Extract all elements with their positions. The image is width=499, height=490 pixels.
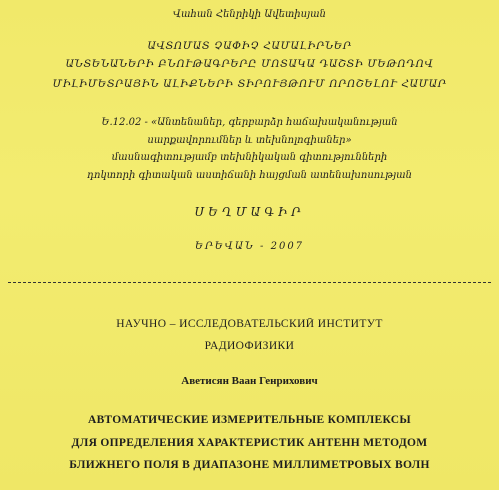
city-year: ԵՐԵՎԱՆ - 2007 [194,241,305,252]
specialty-line-4: դոկտորի գիտական աստիճանի հայցման ատենախոսության [87,170,412,181]
title-russian-line-1: АВТОМАТИЧЕСКИЕ ИЗМЕРИТЕЛЬНЫЕ КОМПЛЕКСЫ [87,414,412,426]
specialty-line-2: սարքավորումներ և տեխնոլոգիաներ» [147,135,352,146]
dashed-divider [8,282,491,283]
title-armenian-line-1: ԱՎՏՈՄԱՏ ՉԱՓԻՉ ՀԱՄԱԼԻՐՆԵՐ [147,40,352,52]
specialty-line-1: Ե.12.02 - «Անտենաներ, գերբարձր հաճախականության [101,117,398,128]
author-armenian: Վահան Հենրիկի Ավետիսյան [172,9,326,20]
title-russian-line-2: ДЛЯ ОПРЕДЕЛЕНИЯ ХАРАКТЕРИСТИК АНТЕНН МЕТОДОМ [71,437,428,449]
title-russian-line-3: БЛИЖНЕГО ПОЛЯ В ДИАПАЗОНЕ МИЛЛИМЕТРОВЫХ ВОЛН [69,459,430,471]
institute-line-1: НАУЧНО – ИССЛЕДОВАТЕЛЬСКИЙ ИНСТИТУТ [116,318,383,330]
author-russian: Аветисян Ваан Генрихович [181,375,318,387]
institute-line-2: РАДИОФИЗИКИ [204,340,295,352]
title-armenian-line-3: ՄԻԼԻՄԵՏՐԱՅԻՆ ԱԼԻՔՆԵՐԻ ՏԻՐՈՒՅԹՈՒՄ ՈՐՈՇԵԼՈՒ ՀԱՄԱՐ [52,78,447,90]
title-armenian-line-2: ԱՆՏԵՆԱՆԵՐԻ ԲՆՈՒԹԱԳՐԵՐԸ ՄՈՏԱԿԱ ԴԱՇՏԻ ՄԵԹՈԴՈՎ [65,58,434,70]
specialty-line-3: մասնագիտությամբ տեխնիկական գիտությունների [111,152,388,163]
document-kind: ՍԵՂՄԱԳԻՐ [194,205,305,219]
